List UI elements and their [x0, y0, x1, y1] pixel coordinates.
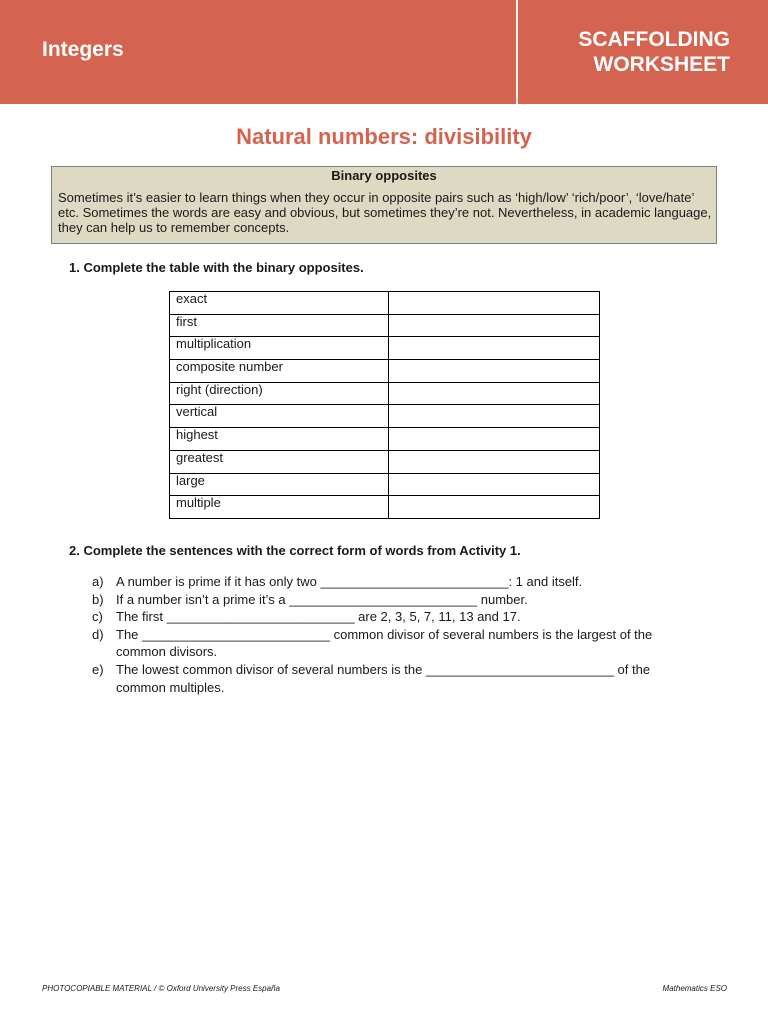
infobox-title: Binary opposites — [331, 168, 437, 183]
table-row — [170, 360, 600, 383]
binary-opposites-table — [169, 291, 600, 519]
answer-cell[interactable] — [389, 496, 600, 519]
header-right-panel — [518, 0, 768, 104]
header-left-panel — [0, 0, 516, 104]
answer-cell[interactable] — [389, 428, 600, 451]
infobox-body: Sometimes it’s easier to learn things when they occur in opposite pairs such as ‘high/low’ ‘rich/poor’, ‘love/hate’ etc. Sometimes the words are easy and obvious, but sometimes they’re not. Nevertheless, in academic language, they can help us to remember concepts. — [58, 190, 712, 235]
answer-cell[interactable] — [389, 450, 600, 473]
word-cell: first — [170, 314, 389, 337]
list-item — [92, 608, 702, 626]
table-row — [170, 405, 600, 428]
word-cell: exact — [170, 292, 389, 315]
table-row — [170, 496, 600, 519]
item-label: e) — [92, 661, 104, 677]
sentence-text: The first __________________________ are 2, 3, 5, 7, 11, 13 and 17. — [116, 609, 521, 625]
list-item — [92, 591, 702, 609]
table-row — [170, 473, 600, 496]
binary-opposites-infobox — [51, 166, 717, 244]
word-cell: highest — [170, 428, 389, 451]
worksheet-type-badge — [578, 27, 730, 77]
answer-cell[interactable] — [389, 473, 600, 496]
word-cell: multiplication — [170, 337, 389, 360]
sentence-text: The lowest common divisor of several numbers is the __________________________ of the common multiples. — [116, 661, 651, 695]
badge-line-2: WORKSHEET — [593, 53, 730, 76]
list-item — [92, 626, 702, 661]
footer-subject: Mathematics ESO — [662, 984, 727, 993]
word-cell: large — [170, 473, 389, 496]
footer-copyright: PHOTOCOPIABLE MATERIAL / © Oxford University Press España — [42, 984, 280, 993]
table-row — [170, 382, 600, 405]
table-row — [170, 428, 600, 451]
header-banner — [0, 0, 768, 104]
answer-cell[interactable] — [389, 360, 600, 383]
table-row — [170, 337, 600, 360]
sentence-text: The __________________________ common divisor of several numbers is the largest of the common divisors. — [116, 626, 653, 660]
page-title: Natural numbers: divisibility — [236, 124, 532, 149]
table-row — [170, 292, 600, 315]
table-row — [170, 450, 600, 473]
item-label: c) — [92, 609, 103, 625]
sentence-text: If a number isn’t a prime it’s a __________________________ number. — [116, 591, 528, 607]
answer-cell[interactable] — [389, 382, 600, 405]
answer-cell[interactable] — [389, 405, 600, 428]
table-row — [170, 314, 600, 337]
answer-cell[interactable] — [389, 292, 600, 315]
sentence-text: A number is prime if it has only two __________________________: 1 and itself. — [116, 574, 583, 589]
answer-cell[interactable] — [389, 314, 600, 337]
badge-line-1: SCAFFOLDING — [578, 28, 730, 51]
word-cell: multiple — [170, 496, 389, 519]
word-cell: greatest — [170, 450, 389, 473]
answer-cell[interactable] — [389, 337, 600, 360]
sentence-list — [92, 573, 702, 696]
activity-2-instruction: 2. Complete the sentences with the correct form of words from Activity 1. — [69, 543, 521, 558]
list-item — [92, 661, 702, 696]
activity-1-instruction: 1. Complete the table with the binary opposites. — [69, 260, 364, 275]
word-cell: right (direction) — [170, 382, 389, 405]
item-label: d) — [92, 626, 104, 642]
list-item — [92, 573, 702, 591]
word-cell: vertical — [170, 405, 389, 428]
item-label: b) — [92, 591, 104, 607]
word-cell: composite number — [170, 360, 389, 383]
unit-title: Integers — [42, 38, 124, 61]
item-label: a) — [92, 574, 104, 589]
